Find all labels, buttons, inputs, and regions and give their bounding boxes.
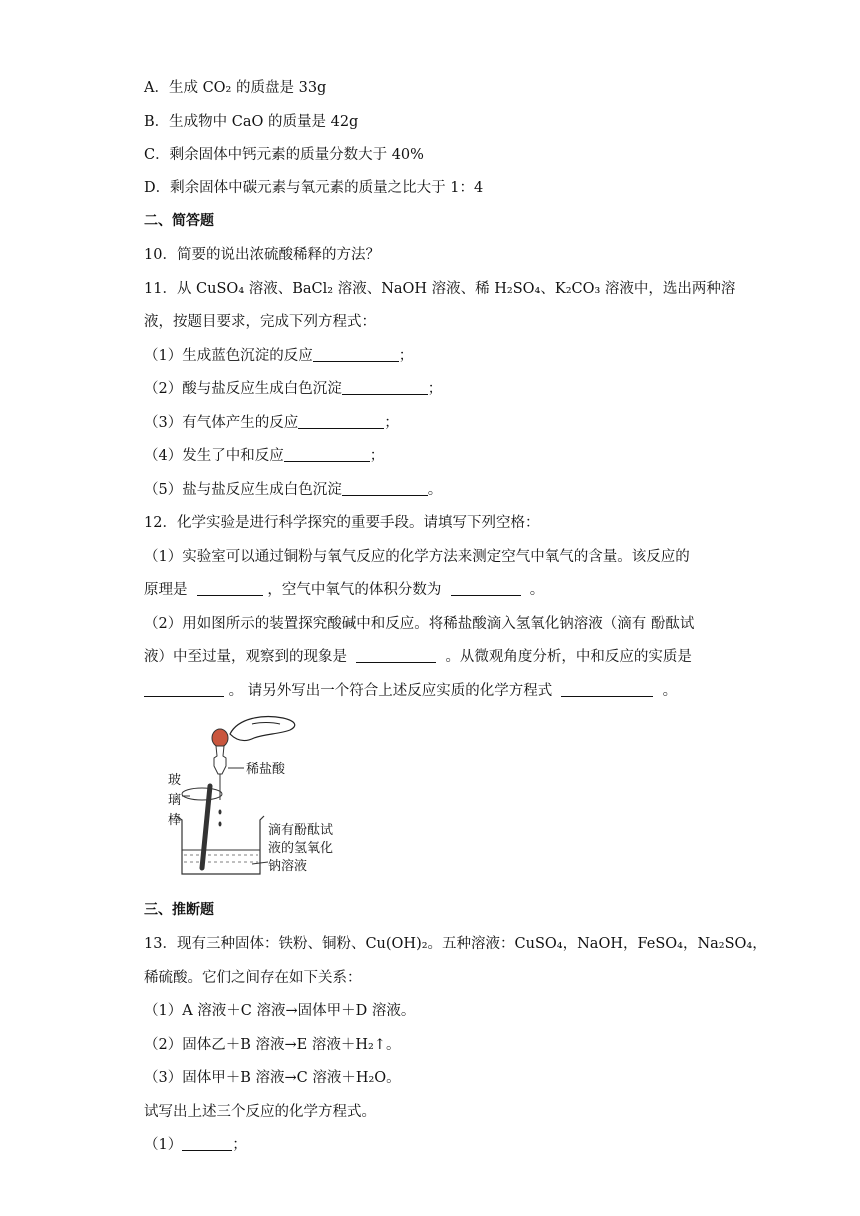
punctuation: 。 xyxy=(427,482,443,498)
label-dilute-hcl: 稀盐酸 xyxy=(246,762,286,777)
question-13-ask: 试写出上述三个反应的化学方程式。 xyxy=(144,1104,376,1120)
punctuation: 。 xyxy=(662,683,678,699)
question-13-part1: （1）A 溶液＋C 溶液→固体甲＋D 溶液。 xyxy=(144,1003,416,1019)
punctuation: 。 xyxy=(529,582,545,598)
q12-text: 原理是 xyxy=(144,582,188,598)
question-13-part2: （2）固体乙＋B 溶液→E 溶液＋H₂↑。 xyxy=(144,1037,401,1053)
question-11-line2: 液，按题目要求，完成下列方程式： xyxy=(144,314,376,330)
question-13-line1: 13．现有三种固体：铁粉、铜粉、Cu(OH)₂。五种溶液：CuSO₄，NaOH，FeSO₄，Na₂SO₄， xyxy=(144,936,767,952)
question-12-part2-line1: （2）用如图所示的装置探究酸碱中和反应。将稀盐酸滴入氢氧化钠溶液（滴有 酚酞试 xyxy=(144,616,695,632)
answer-blank[interactable] xyxy=(313,347,399,362)
question-12-part1-line1: （1）实验室可以通过铜粉与氧气反应的化学方法来测定空气中氧气的含量。该反应的 xyxy=(144,549,690,565)
question-11-line1: 11．从 CuSO₄ 溶液、BaCl₂ 溶液、NaOH 溶液、稀 H₂SO₄、K₂CO₃ 溶液中，选出两种溶 xyxy=(144,281,736,297)
question-11-part1 xyxy=(144,344,413,365)
option-d: D．剩余固体中碳元素与氧元素的质量之比大于 1：4 xyxy=(144,180,484,196)
answer-blank[interactable] xyxy=(561,682,653,697)
option-b: B．生成物中 CaO 的质量是 42g xyxy=(144,114,359,130)
glass-rod-icon xyxy=(202,786,210,868)
q11-part3-text: （3）有气体产生的反应 xyxy=(144,415,299,431)
q11-part1-text: （1）生成蓝色沉淀的反应 xyxy=(144,348,313,364)
drop-icon xyxy=(219,822,222,827)
q11-part2-text: （2）酸与盐反应生成白色沉淀 xyxy=(144,381,342,397)
label-solution-2: 液的氢氧化 xyxy=(268,841,334,856)
q12-text: 。 请另外写出一个符合上述反应实质的化学方程式 xyxy=(228,683,553,699)
answer-blank[interactable] xyxy=(451,581,521,596)
drop-icon xyxy=(219,810,222,815)
answer-blank[interactable] xyxy=(284,447,370,462)
hand-shape xyxy=(230,717,295,741)
label-solution-3: 钠溶液 xyxy=(268,859,308,874)
q12-text: 液）中至过量，观察到的现象是 xyxy=(144,649,347,665)
question-13-answer1 xyxy=(144,1133,247,1154)
punctuation: ； xyxy=(232,1137,247,1153)
answer-blank[interactable] xyxy=(197,581,263,596)
answer-blank[interactable] xyxy=(356,648,436,663)
q13-answer-label: （1） xyxy=(144,1137,183,1153)
answer-blank[interactable] xyxy=(182,1136,232,1151)
q11-part4-text: （4）发生了中和反应 xyxy=(144,448,284,464)
option-a: A．生成 CO₂ 的质盘是 33g xyxy=(144,80,327,96)
answer-blank[interactable] xyxy=(342,481,428,496)
question-10: 10．简要的说出浓硫酸稀释的方法？ xyxy=(144,247,380,263)
dropper-bulb-icon xyxy=(212,729,228,747)
section-heading-short-answer: 二、简答题 xyxy=(144,213,214,229)
question-12-part2-line2 xyxy=(144,645,692,666)
answer-blank[interactable] xyxy=(342,380,428,395)
q12-text: ，空气中氧气的体积分数为 xyxy=(267,582,442,598)
q11-part5-text: （5）盐与盐反应生成白色沉淀 xyxy=(144,482,342,498)
label-solution-1: 滴有酚酞试 xyxy=(268,823,334,838)
question-12-part1-line2 xyxy=(144,578,544,599)
label-glass-rod-1: 玻 xyxy=(168,773,182,788)
question-11-part4 xyxy=(144,444,384,465)
section-heading-inference: 三、推断题 xyxy=(144,902,214,918)
neutralization-apparatus-figure xyxy=(168,712,338,882)
option-c: C．剩余固体中钙元素的质量分数大于 40% xyxy=(144,147,424,163)
punctuation: ； xyxy=(369,448,385,464)
question-13-line2: 稀硫酸。它们之间存在如下关系： xyxy=(144,970,362,986)
q12-text: 。从微观角度分析，中和反应的实质是 xyxy=(445,649,692,665)
question-12: 12．化学实验是进行科学探究的重要手段。请填写下列空格： xyxy=(144,515,540,531)
question-11-part5 xyxy=(144,478,442,499)
question-11-part3 xyxy=(144,411,399,432)
label-glass-rod-2: 璃 xyxy=(168,793,182,808)
answer-blank[interactable] xyxy=(298,414,384,429)
question-12-part2-line3 xyxy=(144,679,677,700)
dropper-tube-icon xyxy=(214,746,226,774)
question-13-part3: （3）固体甲＋B 溶液→C 溶液＋H₂O。 xyxy=(144,1070,401,1086)
punctuation: ； xyxy=(398,348,414,364)
punctuation: ； xyxy=(384,415,399,431)
punctuation: ； xyxy=(427,381,443,397)
question-11-part2 xyxy=(144,377,442,398)
answer-blank[interactable] xyxy=(144,682,224,697)
stir-ring-icon xyxy=(182,788,222,800)
label-glass-rod-3: 棒 xyxy=(168,813,182,828)
